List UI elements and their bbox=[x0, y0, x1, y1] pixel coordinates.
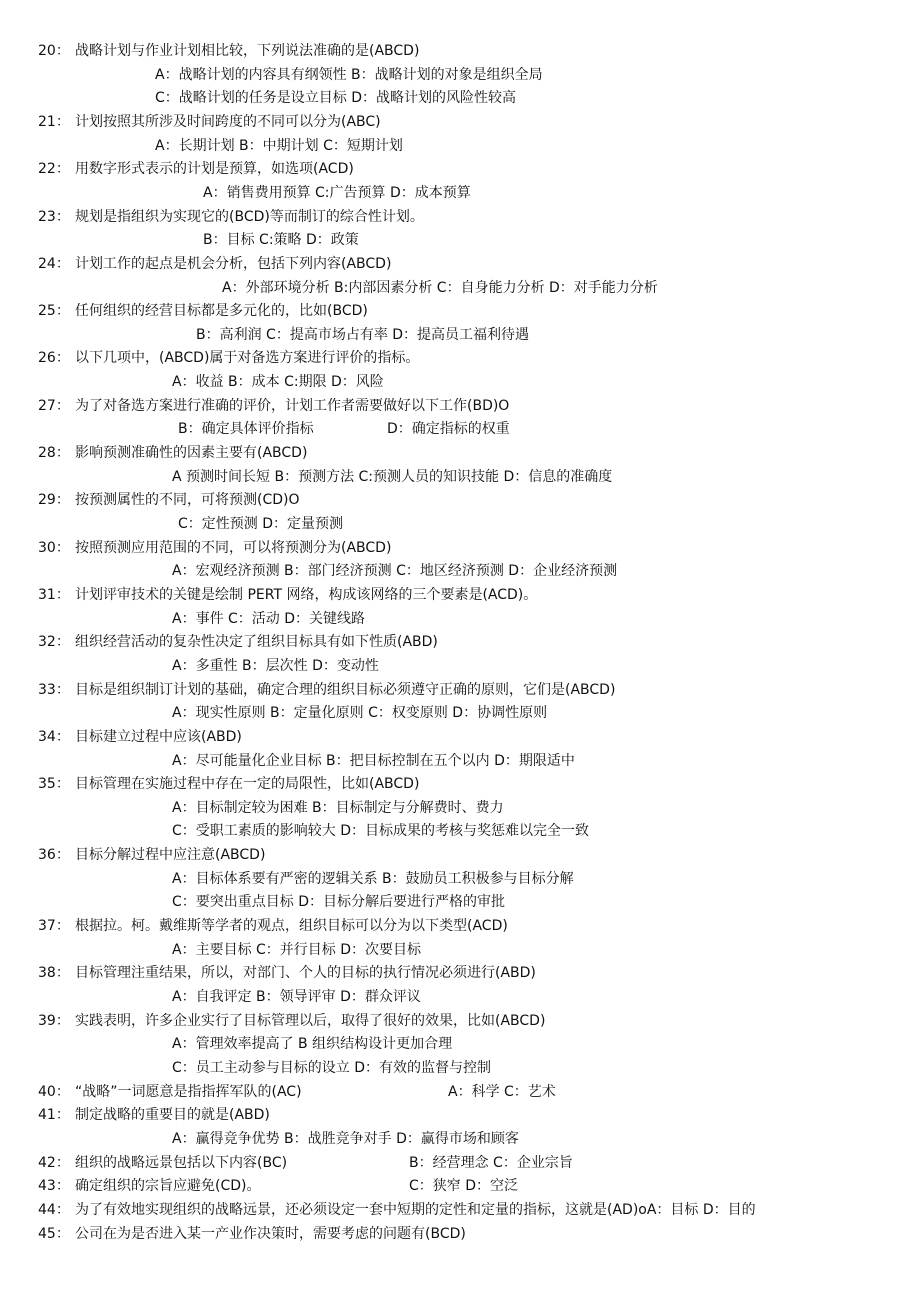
question-number: 29： bbox=[38, 492, 70, 509]
option-line bbox=[0, 277, 920, 299]
question-number: 40： bbox=[38, 1083, 70, 1100]
question-line bbox=[0, 631, 920, 653]
option-line bbox=[0, 560, 920, 582]
answer-options: C：要突出重点目标 D：目标分解后要进行严格的审批 bbox=[172, 894, 506, 911]
question-line bbox=[0, 1199, 920, 1221]
question-line bbox=[0, 111, 920, 133]
question-text: 按预测属性的不同，可将预测(CD)O bbox=[75, 492, 300, 509]
option-line bbox=[0, 371, 920, 393]
question-number: 39： bbox=[38, 1012, 70, 1029]
question-text: 组织经营活动的复杂性决定了组织目标具有如下性质(ABD) bbox=[75, 634, 438, 651]
option-line bbox=[0, 868, 920, 890]
question-text: 规划是指组织为实现它的(BCD)等而制订的综合性计划。 bbox=[75, 208, 424, 225]
question-number: 45： bbox=[38, 1225, 70, 1242]
option-line bbox=[0, 324, 920, 346]
question-text: 影响预测准确性的因素主要有(ABCD) bbox=[75, 445, 308, 462]
question-line bbox=[0, 584, 920, 606]
question-number: 41： bbox=[38, 1107, 70, 1124]
question-text: 战略计划与作业计划相比较，下列说法准确的是(ABCD) bbox=[75, 43, 420, 59]
option-line bbox=[0, 229, 920, 251]
question-text: 为了对备选方案进行准确的评价，计划工作者需要做好以下工作(BD)O bbox=[75, 397, 510, 414]
question-text: 计划评审技术的关键是绘制 PERT 网络，构成该网络的三个要素是(ACD)。 bbox=[75, 586, 538, 603]
answer-options: B：高利润 C：提高市场占有率 D：提高员工福利待遇 bbox=[196, 326, 530, 343]
question-number: 38： bbox=[38, 965, 70, 982]
question-text: 目标管理注重结果，所以，对部门、个人的目标的执行情况必须进行(ABD) bbox=[75, 965, 536, 982]
answer-options: A：赢得竞争优势 B：战胜竞争对手 D：赢得市场和顾客 bbox=[172, 1130, 519, 1147]
question-number: 25： bbox=[38, 303, 70, 320]
question-line bbox=[0, 347, 920, 369]
option-line bbox=[0, 1033, 920, 1055]
question-line bbox=[0, 915, 920, 937]
question-text: 目标分解过程中应注意(ABCD) bbox=[75, 847, 266, 864]
option-line bbox=[0, 466, 920, 488]
answer-options: C：受职工素质的影响较大 D：目标成果的考核与奖惩难以完全一致 bbox=[172, 823, 590, 840]
answer-options: A：多重性 B：层次性 D：变动性 bbox=[172, 657, 379, 674]
answer-options: A：销售费用预算 C:广告预算 D：成本预算 bbox=[203, 184, 471, 201]
question-text: 计划工作的起点是机会分析，包括下列内容(ABCD) bbox=[75, 255, 392, 272]
answer-options-inline: D：确定指标的权重 bbox=[387, 421, 510, 438]
question-number: 30： bbox=[38, 539, 70, 556]
answer-options: A：目标体系要有严密的逻辑关系 B：鼓励员工积极参与目标分解 bbox=[172, 870, 574, 887]
question-text: 以下几项中，(ABCD)属于对备选方案进行评价的指标。 bbox=[75, 350, 420, 367]
question-text: 目标是组织制订计划的基础，确定合理的组织目标必须遵守正确的原则，它们是(ABCD) bbox=[75, 681, 616, 698]
question-number: 22： bbox=[38, 161, 70, 178]
question-line bbox=[0, 158, 920, 180]
question-number: 32： bbox=[38, 634, 70, 651]
question-line bbox=[0, 442, 920, 464]
question-text: 用数字形式表示的计划是预算，如选项(ACD) bbox=[75, 161, 354, 178]
question-line bbox=[0, 40, 920, 62]
option-line bbox=[0, 64, 920, 86]
question-number: 43： bbox=[38, 1178, 70, 1195]
answer-options: A：目标制定较为困难 B：目标制定与分解费时、费力 bbox=[172, 799, 504, 816]
answer-options: C：定性预测 D：定量预测 bbox=[178, 516, 344, 532]
question-text: 制定战略的重要目的就是(ABD) bbox=[75, 1107, 270, 1124]
answer-options-inline: B：经营理念 C：企业宗旨 bbox=[409, 1154, 573, 1171]
answer-options: A：事件 C：活动 D：关键线路 bbox=[172, 610, 366, 627]
question-line bbox=[0, 726, 920, 748]
question-line bbox=[0, 1104, 920, 1126]
answer-options: C：战略计划的任务是设立目标 D：战略计划的风险性较高 bbox=[155, 90, 517, 107]
question-number: 24： bbox=[38, 255, 70, 272]
answer-options: A：宏观经济预测 B：部门经济预测 C：地区经济预测 D：企业经济预测 bbox=[172, 563, 618, 580]
question-line bbox=[0, 679, 920, 701]
question-text: 任何组织的经营目标都是多元化的，比如(BCD) bbox=[75, 303, 368, 320]
answer-options: A：收益 B：成本 C:期限 D：风险 bbox=[172, 374, 384, 391]
question-number: 26： bbox=[38, 350, 70, 367]
question-text: 按照预测应用范围的不同，可以将预测分为(ABCD) bbox=[75, 539, 392, 556]
answer-options: A：长期计划 B：中期计划 C：短期计划 bbox=[155, 137, 403, 154]
option-line bbox=[0, 418, 920, 440]
option-line bbox=[0, 939, 920, 961]
answer-options: A：外部环境分析 B:内部因素分析 C：自身能力分析 D：对手能力分析 bbox=[222, 279, 658, 296]
option-line bbox=[0, 655, 920, 677]
question-line bbox=[0, 773, 920, 795]
question-line bbox=[0, 844, 920, 866]
answer-options: A：自我评定 B：领导评审 D：群众评议 bbox=[172, 989, 421, 1005]
option-line bbox=[0, 820, 920, 842]
question-number: 23： bbox=[38, 208, 70, 225]
answer-options: B：目标 C:策略 D：政策 bbox=[203, 232, 359, 249]
question-number: 36： bbox=[38, 847, 70, 864]
question-line bbox=[0, 1152, 920, 1174]
option-line bbox=[0, 182, 920, 204]
option-line bbox=[0, 750, 920, 772]
option-line bbox=[0, 986, 920, 1008]
question-text: 为了有效地实现组织的战略远景，还必须设定一套中短期的定性和定量的指标，这就是(AD)oA：目标 D：目的 bbox=[75, 1201, 756, 1218]
question-number: 28： bbox=[38, 445, 70, 462]
option-line bbox=[0, 1128, 920, 1150]
question-number: 44： bbox=[38, 1201, 70, 1218]
answer-options: A：战略计划的内容具有纲领性 B：战略计划的对象是组织全局 bbox=[155, 66, 543, 83]
answer-options: C：员工主动参与目标的设立 D：有效的监督与控制 bbox=[172, 1059, 492, 1076]
question-number: 20： bbox=[38, 43, 70, 59]
question-line bbox=[0, 395, 920, 417]
question-number: 35： bbox=[38, 776, 70, 793]
option-line bbox=[0, 608, 920, 630]
question-text: 组织的战略远景包括以下内容(BC) bbox=[75, 1154, 288, 1171]
question-text: “战略”一词愿意是指指挥军队的(AC) bbox=[75, 1083, 302, 1100]
question-text: 公司在为是否进入某一产业作决策时，需要考虑的问题有(BCD) bbox=[75, 1225, 466, 1242]
answer-options: A：尽可能量化企业目标 B：把目标控制在五个以内 D：期限适中 bbox=[172, 752, 575, 769]
question-line bbox=[0, 1223, 920, 1245]
question-line bbox=[0, 1175, 920, 1197]
answer-options: A：主要目标 C：并行目标 D：次要目标 bbox=[172, 941, 422, 958]
question-text: 实践表明，许多企业实行了目标管理以后，取得了很好的效果，比如(ABCD) bbox=[75, 1012, 546, 1029]
question-number: 37： bbox=[38, 918, 70, 935]
question-number: 34： bbox=[38, 728, 70, 745]
question-line bbox=[0, 206, 920, 228]
question-line bbox=[0, 1081, 920, 1103]
option-line bbox=[0, 513, 920, 535]
question-line bbox=[0, 537, 920, 559]
question-line bbox=[0, 962, 920, 984]
question-line bbox=[0, 1010, 920, 1032]
answer-options: A 预测时间长短 B：预测方法 C:预测人员的知识技能 D：信息的准确度 bbox=[172, 468, 613, 485]
answer-options: A：现实性原则 B：定量化原则 C：权变原则 D：协调性原则 bbox=[172, 705, 548, 722]
question-text: 计划按照其所涉及时间跨度的不同可以分为(ABC) bbox=[75, 113, 381, 130]
option-line bbox=[0, 87, 920, 109]
answer-options-inline: C：狭窄 D：空泛 bbox=[409, 1178, 519, 1195]
question-number: 42： bbox=[38, 1154, 70, 1171]
question-number: 27： bbox=[38, 397, 70, 414]
question-line bbox=[0, 300, 920, 322]
question-line bbox=[0, 489, 920, 511]
question-text: 确定组织的宗旨应避免(CD)。 bbox=[75, 1178, 261, 1195]
option-line bbox=[0, 797, 920, 819]
option-line bbox=[0, 702, 920, 724]
question-text: 目标管理在实施过程中存在一定的局限性，比如(ABCD) bbox=[75, 776, 420, 793]
answer-options: B：确定具体评价指标 bbox=[178, 421, 314, 438]
option-line bbox=[0, 1057, 920, 1079]
option-line bbox=[0, 135, 920, 157]
answer-options: A：管理效率提高了 B 组织结构设计更加合理 bbox=[172, 1036, 453, 1053]
question-line bbox=[0, 253, 920, 275]
question-number: 31： bbox=[38, 586, 70, 603]
question-number: 21： bbox=[38, 113, 70, 130]
option-line bbox=[0, 891, 920, 913]
question-text: 根据拉。柯。戴维斯等学者的观点，组织目标可以分为以下类型(ACD) bbox=[75, 918, 508, 935]
answer-options-inline: A：科学 C：艺术 bbox=[448, 1083, 556, 1100]
question-text: 目标建立过程中应该(ABD) bbox=[75, 728, 242, 745]
question-number: 33： bbox=[38, 681, 70, 698]
